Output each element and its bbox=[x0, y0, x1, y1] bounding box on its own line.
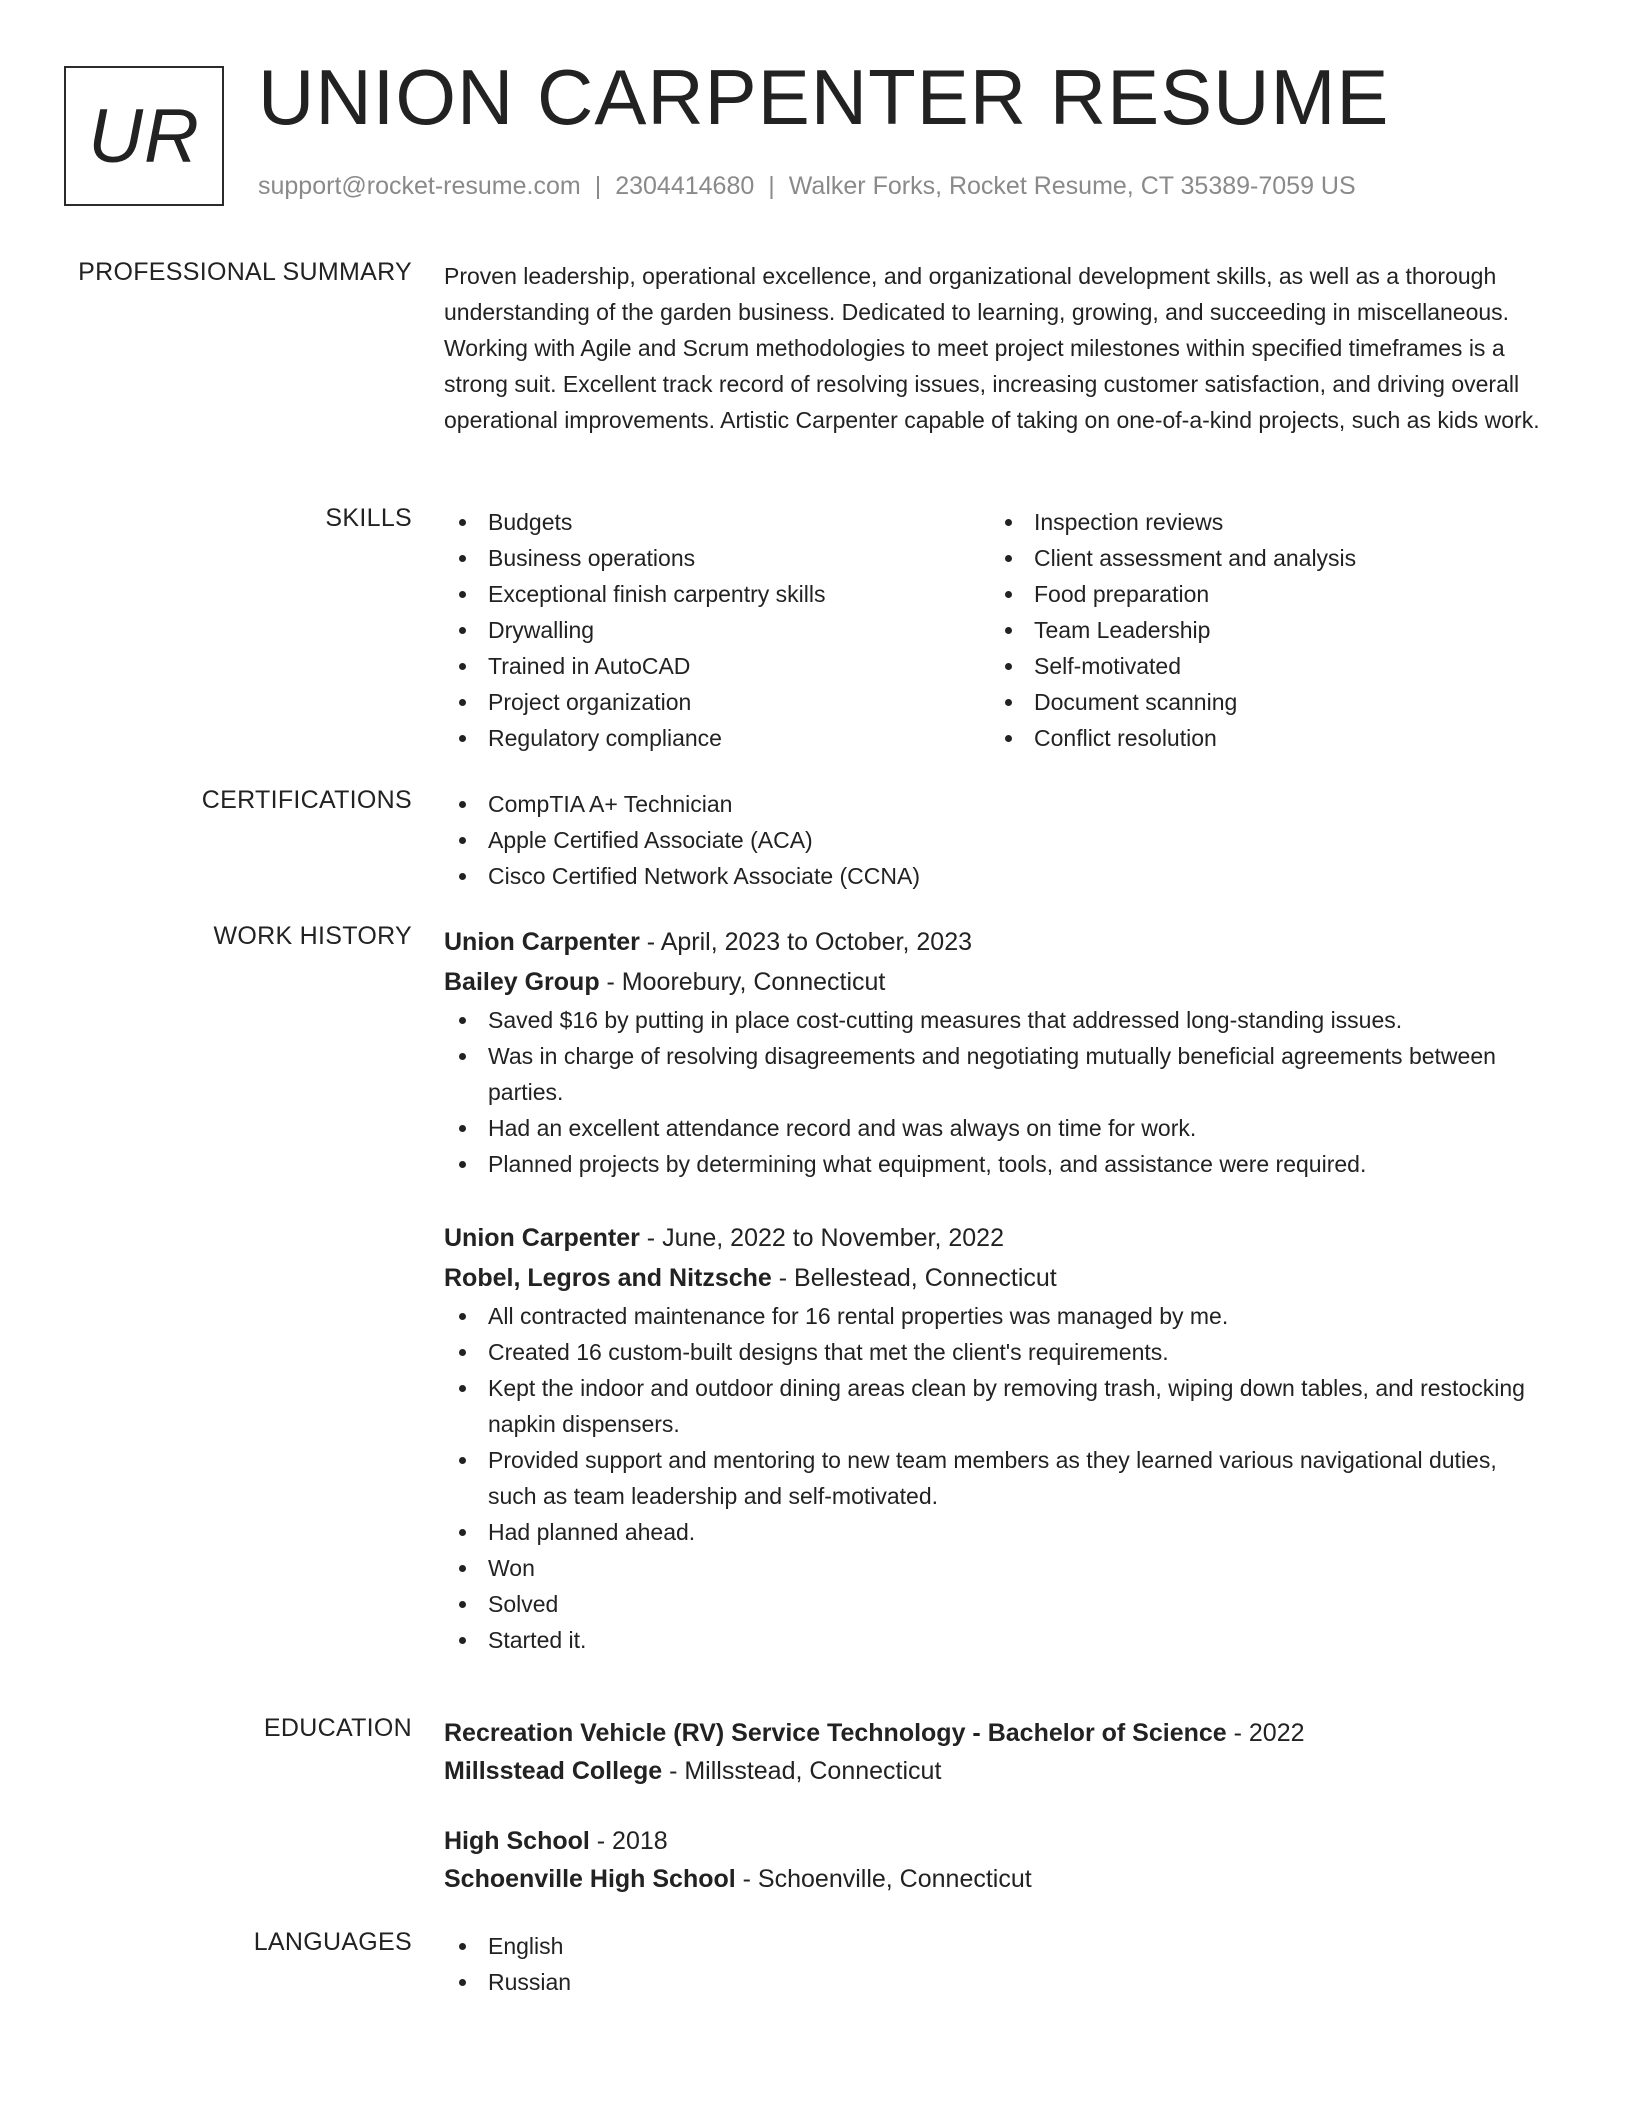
work-history-heading: WORK HISTORY bbox=[213, 922, 412, 950]
job-entry bbox=[444, 1218, 1544, 1658]
job-company: Robel, Legros and Nitzsche bbox=[444, 1264, 772, 1292]
job-title: Union Carpenter bbox=[444, 1224, 640, 1252]
certifications-list bbox=[444, 786, 1544, 894]
skills-heading: SKILLS bbox=[325, 504, 412, 532]
education-degree-line bbox=[444, 1714, 1544, 1752]
job-company-line bbox=[444, 1258, 1544, 1298]
education-entry bbox=[444, 1714, 1544, 1790]
job-bullet: Started it. bbox=[444, 1622, 1544, 1658]
monogram-text: UR bbox=[88, 93, 200, 179]
skill-item: Trained in AutoCAD bbox=[444, 648, 990, 684]
job-bullet: Provided support and mentoring to new team members as they learned various navigational duties, such as team leadership and self-motivated. bbox=[444, 1442, 1544, 1514]
contact-email[interactable]: support@rocket-resume.com bbox=[258, 172, 581, 200]
job-bullets bbox=[444, 1298, 1544, 1658]
language-item: Russian bbox=[444, 1964, 1544, 2000]
contact-address: Walker Forks, Rocket Resume, CT 35389-7059 US bbox=[788, 172, 1356, 200]
skill-item: Exceptional finish carpentry skills bbox=[444, 576, 990, 612]
skill-item: Budgets bbox=[444, 504, 990, 540]
contact-separator: | bbox=[594, 172, 602, 200]
job-dates: - June, 2022 to November, 2022 bbox=[639, 1224, 1004, 1252]
skill-item: Drywalling bbox=[444, 612, 990, 648]
contact-separator: | bbox=[768, 172, 775, 200]
skills-list-left bbox=[444, 504, 990, 756]
contact-phone[interactable]: 2304414680 bbox=[615, 172, 755, 200]
languages-body bbox=[444, 1928, 1544, 2000]
job-bullet: Was in charge of resolving disagreements and negotiating mutually beneficial agreements between parties. bbox=[444, 1038, 1544, 1110]
skill-item: Team Leadership bbox=[990, 612, 1536, 648]
certifications-heading: CERTIFICATIONS bbox=[201, 786, 412, 814]
job-company-line bbox=[444, 962, 1544, 1002]
job-bullet: Created 16 custom-built designs that met the client's requirements. bbox=[444, 1334, 1544, 1370]
certifications-body bbox=[444, 786, 1544, 894]
languages-list bbox=[444, 1928, 1544, 2000]
certification-item: Apple Certified Associate (ACA) bbox=[444, 822, 1544, 858]
skill-item: Client assessment and analysis bbox=[990, 540, 1536, 576]
skill-item: Inspection reviews bbox=[990, 504, 1536, 540]
summary-text: Proven leadership, operational excellence, and organizational development skills, as well as a thorough understanding of the garden business. Dedicated to learning, growing, and succeeding in miscellaneous. Working with Agile and Scrum methodologies to meet project milestones within specified timeframes is a strong suit. Excellent track record of resolving issues, increasing customer satisfaction, and driving overall operational improvements. Artistic Carpenter capable of taking on one-of-a-kind projects, such as kids work. bbox=[444, 263, 1540, 433]
education-school: Schoenville High School bbox=[444, 1865, 736, 1893]
education-entry bbox=[444, 1822, 1544, 1898]
education-degree: Recreation Vehicle (RV) Service Technology - Bachelor of Science bbox=[444, 1719, 1227, 1747]
certification-item: Cisco Certified Network Associate (CCNA) bbox=[444, 858, 1544, 894]
job-bullets bbox=[444, 1002, 1544, 1182]
job-bullet: Had an excellent attendance record and was always on time for work. bbox=[444, 1110, 1544, 1146]
skills-body bbox=[444, 504, 1544, 756]
education-body bbox=[444, 1714, 1544, 1898]
job-bullet: Planned projects by determining what equipment, tools, and assistance were required. bbox=[444, 1146, 1544, 1182]
certification-item: CompTIA A+ Technician bbox=[444, 786, 1544, 822]
job-bullet: All contracted maintenance for 16 rental properties was managed by me. bbox=[444, 1298, 1544, 1334]
job-bullet: Solved bbox=[444, 1586, 1544, 1622]
education-heading: EDUCATION bbox=[263, 1714, 412, 1742]
education-location: - Schoenville, Connecticut bbox=[735, 1865, 1032, 1893]
education-school-line bbox=[444, 1752, 1544, 1790]
job-bullet: Won bbox=[444, 1550, 1544, 1586]
work-history-body bbox=[444, 922, 1544, 1658]
resume-title: UNION CARPENTER RESUME bbox=[258, 53, 1390, 141]
monogram-badge bbox=[64, 66, 224, 206]
education-location: - Millsstead, Connecticut bbox=[662, 1757, 942, 1785]
job-location: - Bellestead, Connecticut bbox=[771, 1264, 1057, 1292]
skills-list-right bbox=[990, 504, 1536, 756]
skill-item: Conflict resolution bbox=[990, 720, 1536, 756]
education-year: - 2022 bbox=[1226, 1719, 1305, 1747]
skill-item: Self-motivated bbox=[990, 648, 1536, 684]
contact-line bbox=[258, 172, 1356, 201]
job-bullet: Had planned ahead. bbox=[444, 1514, 1544, 1550]
job-dates: - April, 2023 to October, 2023 bbox=[639, 928, 973, 956]
job-bullet: Saved $16 by putting in place cost-cutting measures that addressed long-standing issues. bbox=[444, 1002, 1544, 1038]
education-school: Millsstead College bbox=[444, 1757, 663, 1785]
skill-item: Document scanning bbox=[990, 684, 1536, 720]
language-item: English bbox=[444, 1928, 1544, 1964]
skill-item: Food preparation bbox=[990, 576, 1536, 612]
job-bullet: Kept the indoor and outdoor dining areas clean by removing trash, wiping down tables, and restocking napkin dispensers. bbox=[444, 1370, 1544, 1442]
summary-heading: PROFESSIONAL SUMMARY bbox=[78, 258, 412, 286]
job-entry bbox=[444, 922, 1544, 1182]
skill-item: Project organization bbox=[444, 684, 990, 720]
job-title-line bbox=[444, 922, 1544, 962]
skill-item: Business operations bbox=[444, 540, 990, 576]
education-degree-line bbox=[444, 1822, 1544, 1860]
job-title-line bbox=[444, 1218, 1544, 1258]
job-company: Bailey Group bbox=[444, 968, 600, 996]
skill-item: Regulatory compliance bbox=[444, 720, 990, 756]
job-location: - Moorebury, Connecticut bbox=[599, 968, 886, 996]
education-school-line bbox=[444, 1860, 1544, 1898]
job-title: Union Carpenter bbox=[444, 928, 640, 956]
summary-body bbox=[444, 258, 1544, 438]
languages-heading: LANGUAGES bbox=[253, 1928, 412, 1956]
education-degree: High School bbox=[444, 1827, 590, 1855]
education-year: - 2018 bbox=[589, 1827, 668, 1855]
